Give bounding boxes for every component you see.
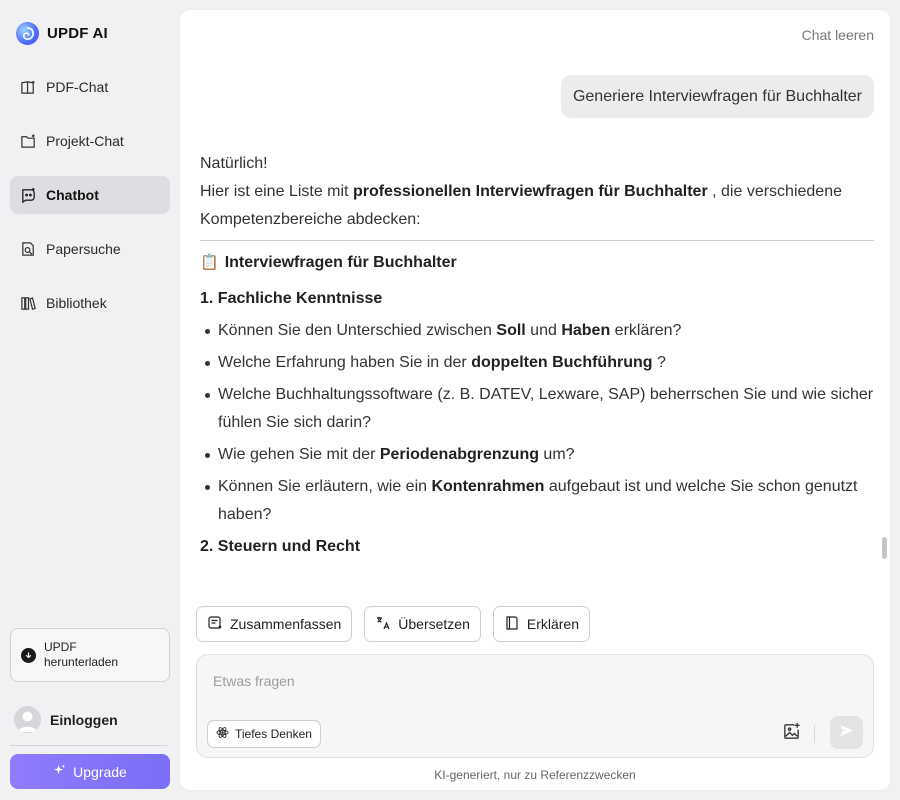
- download-icon: [21, 648, 36, 663]
- translate-button[interactable]: [364, 606, 481, 642]
- quick-actions: [196, 606, 590, 642]
- answer-intro: [200, 178, 874, 234]
- sidebar-item-label: Projekt-Chat: [46, 133, 124, 149]
- section-heading-1: 1. Fachliche Kenntnisse: [200, 290, 383, 307]
- list-item: Welche Buchhaltungssoftware (z. B. DATEV, Lexware, SAP) beherrschen Sie und wie sicher fühlen Sie sich darin?: [200, 381, 874, 437]
- explain-label: Erklären: [526, 616, 580, 632]
- send-icon: [839, 723, 854, 743]
- chat-panel: [180, 10, 890, 790]
- chatbot-icon: [20, 187, 37, 204]
- list-item: Welche Erfahrung haben Sie in der doppelten Buchführung ?: [200, 349, 874, 377]
- avatar-icon: [14, 706, 41, 733]
- user-message: Generiere Interviewfragen für Buchhalter: [561, 75, 874, 118]
- translate-icon: [375, 615, 391, 634]
- sidebar-item-chatbot[interactable]: [10, 176, 170, 214]
- summarize-button[interactable]: [196, 606, 352, 642]
- explain-button[interactable]: [493, 606, 590, 642]
- sidebar-item-pdf-chat[interactable]: [10, 68, 170, 106]
- clear-chat-button[interactable]: Chat leeren: [801, 27, 874, 43]
- add-image-icon: [782, 722, 801, 746]
- login-label: Einloggen: [50, 711, 118, 728]
- ai-disclaimer: KI-generiert, nur zu Referenzzwecken: [434, 768, 636, 782]
- download-label: UPDF herunterladen: [44, 640, 119, 669]
- intro-text-suffix: , die verschiedene Kompetenzbereiche abdecken:: [200, 183, 842, 228]
- chat-composer: [196, 654, 874, 758]
- upgrade-button[interactable]: [10, 754, 170, 789]
- sidebar-item-papersuche[interactable]: [10, 230, 170, 268]
- library-icon: [20, 295, 37, 312]
- updf-ai-logo-icon: [16, 22, 39, 45]
- paper-search-icon: [20, 241, 37, 258]
- sidebar-divider: [10, 745, 167, 746]
- login-button[interactable]: [14, 706, 118, 733]
- sidebar-item-bibliothek[interactable]: [10, 284, 170, 322]
- document-title: Interviewfragen für Buchhalter: [224, 254, 457, 271]
- scroll-fade: [200, 560, 874, 590]
- deep-think-label: Tiefes Denken: [235, 727, 312, 741]
- intro-text: Hier ist eine Liste mit: [200, 183, 353, 200]
- deep-think-toggle[interactable]: [207, 720, 321, 748]
- sparkle-icon: [53, 764, 66, 780]
- list-item: Wie gehen Sie mit der Periodenabgrenzung um?: [200, 441, 874, 469]
- summarize-icon: [207, 615, 223, 634]
- folder-chat-icon: [20, 133, 37, 150]
- list-item: Können Sie den Unterschied zwischen Soll und Haben erklären?: [200, 317, 874, 345]
- answer-greeting: Natürlich!: [200, 155, 268, 172]
- question-list: [200, 317, 874, 529]
- send-button[interactable]: [830, 716, 863, 749]
- sidebar-item-projekt-chat[interactable]: [10, 122, 170, 160]
- chat-input[interactable]: [213, 669, 773, 693]
- sidebar-nav: [10, 68, 170, 338]
- translate-label: Übersetzen: [398, 616, 470, 632]
- answer-divider: [200, 240, 874, 241]
- download-updf-button[interactable]: [10, 628, 170, 682]
- list-item: Können Sie erläutern, wie ein Kontenrahmen aufgebaut ist und welche Sie schon genutzt haben?: [200, 473, 874, 529]
- section-heading-2: 2. Steuern und Recht: [200, 538, 361, 555]
- add-image-button[interactable]: [779, 722, 803, 746]
- document-heading: [200, 249, 874, 277]
- assistant-answer: [200, 150, 874, 590]
- intro-bold-text: professionellen Interviewfragen für Buchhalter: [352, 183, 708, 200]
- scrollbar-thumb[interactable]: [882, 537, 887, 559]
- clipboard-icon: 📋: [200, 254, 219, 271]
- sidebar-item-label: Papersuche: [46, 241, 121, 257]
- sidebar-item-label: Chatbot: [46, 187, 99, 203]
- app-name: UPDF AI: [47, 25, 108, 42]
- explain-icon: [504, 615, 520, 634]
- brand: [16, 22, 108, 45]
- sidebar: [0, 0, 180, 800]
- upgrade-label: Upgrade: [73, 763, 127, 780]
- sidebar-item-label: PDF-Chat: [46, 79, 109, 95]
- composer-divider: [814, 725, 815, 743]
- atom-icon: [216, 726, 229, 742]
- summarize-label: Zusammenfassen: [230, 616, 342, 632]
- sidebar-item-label: Bibliothek: [46, 295, 107, 311]
- book-chat-icon: [20, 79, 37, 96]
